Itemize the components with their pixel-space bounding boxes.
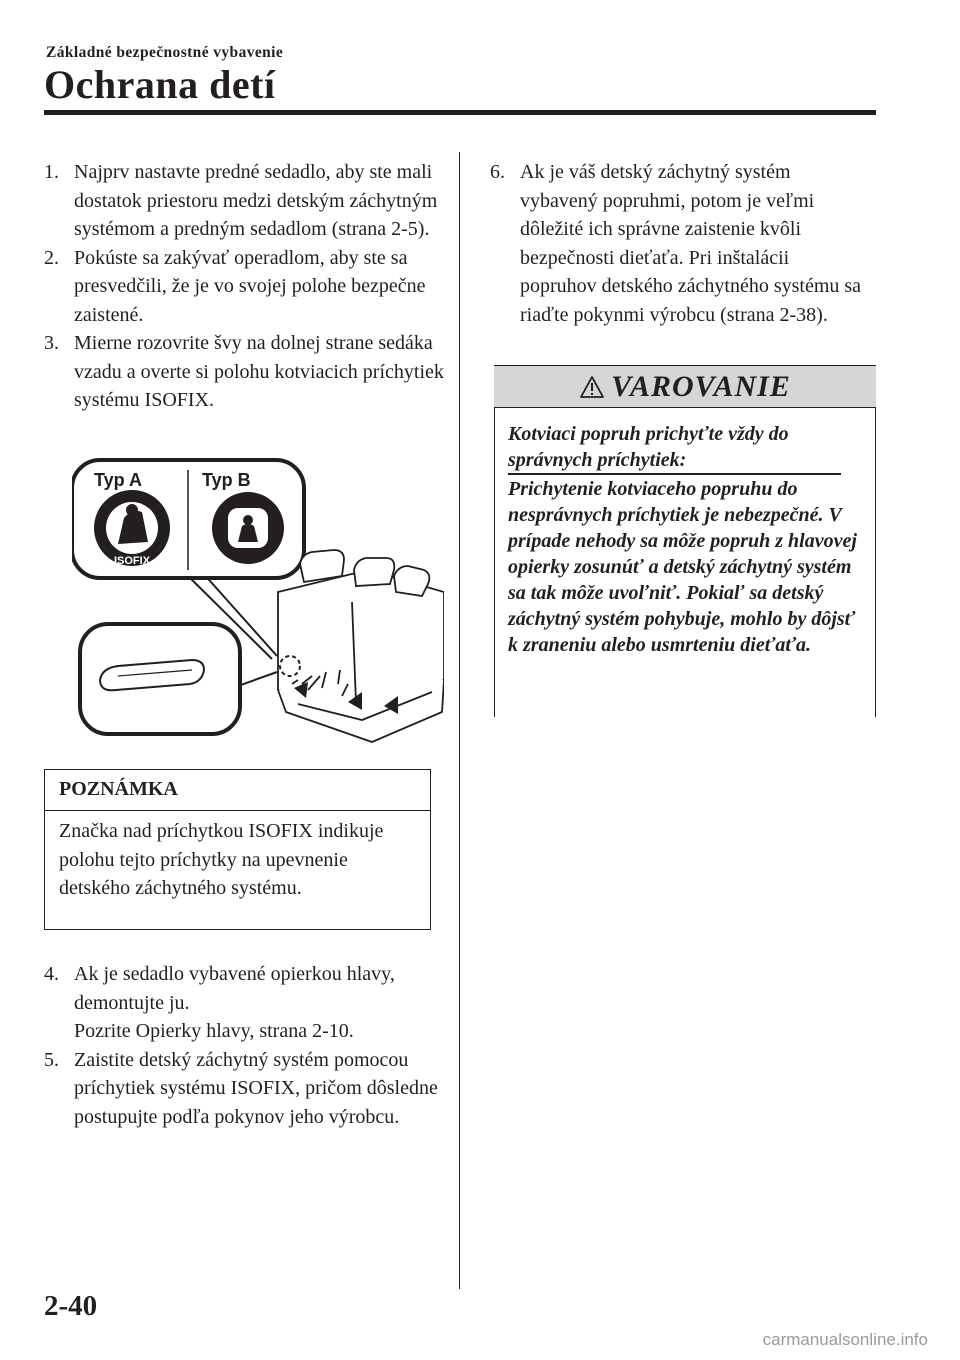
step-text: Pokúste sa zakývať operadlom, aby ste sa presvedčili, že je vo svojej polohe bezpečne zaistené. <box>74 246 426 326</box>
step-number: 6. <box>490 161 505 183</box>
step-item <box>44 158 444 244</box>
title-rule <box>44 110 876 115</box>
type-a-label: Typ A <box>94 470 142 490</box>
steps-list-left-top <box>44 158 444 415</box>
step-text: Mierne rozovrite švy na dolnej strane sedáka vzadu a overte si polohu kotviacich príchytiek systému ISOFIX. <box>74 332 444 411</box>
step-number: 4. <box>44 963 59 985</box>
section-label: Základné bezpečnostné vybavenie <box>46 44 284 61</box>
note-heading: POZNÁMKA <box>45 770 430 811</box>
note-box <box>44 769 431 930</box>
warning-title: VAROVANIE <box>611 369 791 403</box>
warning-header <box>494 365 876 408</box>
rear-seat-drawing <box>278 550 444 742</box>
page-number: 2-40 <box>44 1290 98 1322</box>
step-item <box>490 158 870 329</box>
step-text: Ak je sedadlo vybavené opierkou hlavy, demontujte ju. <box>74 963 395 1014</box>
step-number: 3. <box>44 332 59 354</box>
warning-box <box>494 365 876 717</box>
step-text: Ak je váš detský záchytný systém vybavený popruhmi, potom je veľmi dôležité ich správne zaistenie kvôli bezpečnosti dieťaťa. Pri inštalácii popruhov detského záchytného systému sa riaďte pokynmi výrobcu (strana 2-38). <box>520 161 862 326</box>
step-text: Najprv nastavte predné sedadlo, aby ste mali dostatok priestoru medzi detským záchytným systémom a predným sedadlom (strana 2-5). <box>74 161 438 240</box>
step-item <box>44 329 444 415</box>
step-item <box>44 244 444 330</box>
child-seat-square-icon <box>212 492 284 564</box>
isofix-ring-text: ISOFIX <box>113 555 151 567</box>
column-divider <box>459 152 460 1289</box>
warning-lead: Kotviaci popruh prichyťte vždy do správnych príchytiek: <box>508 421 841 475</box>
step-item <box>44 960 444 1046</box>
warning-body <box>508 421 868 658</box>
warning-triangle-icon <box>579 375 605 399</box>
step-text-block <box>74 960 444 1046</box>
step-number: 2. <box>44 246 59 269</box>
step-reference: Pozrite Opierky hlavy, strana 2-10. <box>74 1020 354 1042</box>
step-item <box>44 1046 444 1132</box>
step-number: 1. <box>44 161 59 183</box>
isofix-seat-illustration <box>72 452 444 748</box>
steps-list-left-bottom <box>44 960 444 1131</box>
watermark: carmanualsonline.info <box>762 1330 928 1349</box>
steps-list-right <box>490 158 870 329</box>
page-title: Ochrana detí <box>44 62 276 107</box>
warning-text: Prichytenie kotviaceho popruhu do nesprávnych príchytiek je nebezpečné. V prípade nehody sa môže popruh z hlavovej opierky zosunúť a detský záchytný systém sa tak môže uvoľniť. Pokiaľ sa detský záchytný systém pohybuje, mohlo by dôjsť k zraneniu alebo usmrteniu dieťaťa. <box>508 478 857 656</box>
note-text: Značka nad príchytkou ISOFIX indikuje polohu tejto príchytky na upevnenie detského záchytného systému. <box>59 820 384 899</box>
step-text: Zaistite detský záchytný systém pomocou príchytiek systému ISOFIX, pričom dôsledne postupujte podľa pokynov jeho výrobcu. <box>74 1048 438 1128</box>
type-b-label: Typ B <box>202 470 251 490</box>
step-number: 5. <box>44 1048 59 1071</box>
